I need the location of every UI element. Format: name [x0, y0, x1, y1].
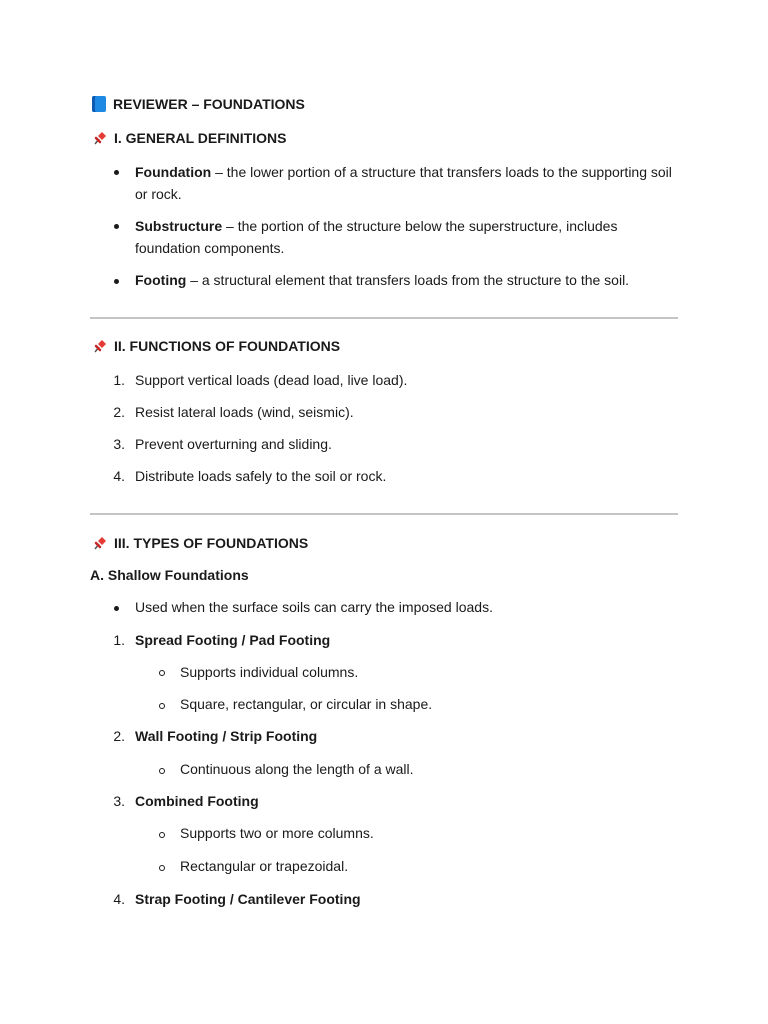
- document-title: REVIEWER – FOUNDATIONS: [92, 95, 305, 113]
- list-number: 1.: [113, 372, 125, 388]
- list-number: 2.: [113, 728, 125, 744]
- sub-list-item: Continuous along the length of a wall.: [180, 761, 414, 777]
- bullet-circle: [159, 865, 165, 871]
- list-number: 3.: [113, 436, 125, 452]
- list-number: 4.: [113, 468, 125, 484]
- type-name: Wall Footing / Strip Footing: [135, 728, 318, 744]
- list-item: Prevent overturning and sliding.: [135, 436, 332, 452]
- list-number: 2.: [113, 404, 125, 420]
- list-item-foundation: Foundation – the lower portion of a structure that transfers loads to the supporting soil or rock.: [135, 164, 672, 202]
- list-number: 4.: [113, 891, 125, 907]
- list-item-intro: Used when the surface soils can carry the imposed loads.: [135, 599, 493, 615]
- section-divider: [90, 513, 678, 515]
- type-name: Spread Footing / Pad Footing: [135, 632, 331, 648]
- list-number: 1.: [113, 632, 125, 648]
- list-item-substructure: Substructure – the portion of the structure below the superstructure, includes foundation components.: [135, 218, 618, 256]
- bullet-circle: [159, 832, 165, 838]
- list-item: Resist lateral loads (wind, seismic).: [135, 404, 354, 420]
- pushpin-icon: [92, 338, 108, 354]
- pushpin-icon: [92, 535, 108, 551]
- sub-list-item: Rectangular or trapezoidal.: [180, 858, 349, 874]
- blue-book-icon: [92, 96, 106, 112]
- sub-list-item: Square, rectangular, or circular in shape.: [180, 696, 433, 712]
- section-heading-general-definitions: I. GENERAL DEFINITIONS: [92, 129, 286, 147]
- list-item: Support vertical loads (dead load, live load).: [135, 372, 408, 388]
- section-divider: [90, 317, 678, 319]
- bullet-dot: [114, 279, 119, 284]
- bullet-circle: [159, 670, 165, 676]
- sub-list-item: Supports individual columns.: [180, 664, 359, 680]
- sub-list-item: Supports two or more columns.: [180, 825, 374, 841]
- type-name: Strap Footing / Cantilever Footing: [135, 891, 361, 907]
- section-heading-types: III. TYPES OF FOUNDATIONS: [92, 534, 308, 552]
- bullet-dot: [114, 606, 119, 611]
- list-number: 3.: [113, 793, 125, 809]
- bullet-dot: [114, 170, 119, 175]
- list-item: Distribute loads safely to the soil or rock.: [135, 468, 387, 484]
- pushpin-icon: [92, 130, 108, 146]
- type-name: Combined Footing: [135, 793, 259, 809]
- list-item-footing: Footing – a structural element that transfers loads from the structure to the soil.: [135, 272, 630, 288]
- bullet-circle: [159, 768, 165, 774]
- bullet-circle: [159, 703, 165, 709]
- section-heading-functions: II. FUNCTIONS OF FOUNDATIONS: [92, 337, 340, 355]
- bullet-dot: [114, 224, 119, 229]
- subsection-heading-shallow: A. Shallow Foundations: [90, 567, 249, 583]
